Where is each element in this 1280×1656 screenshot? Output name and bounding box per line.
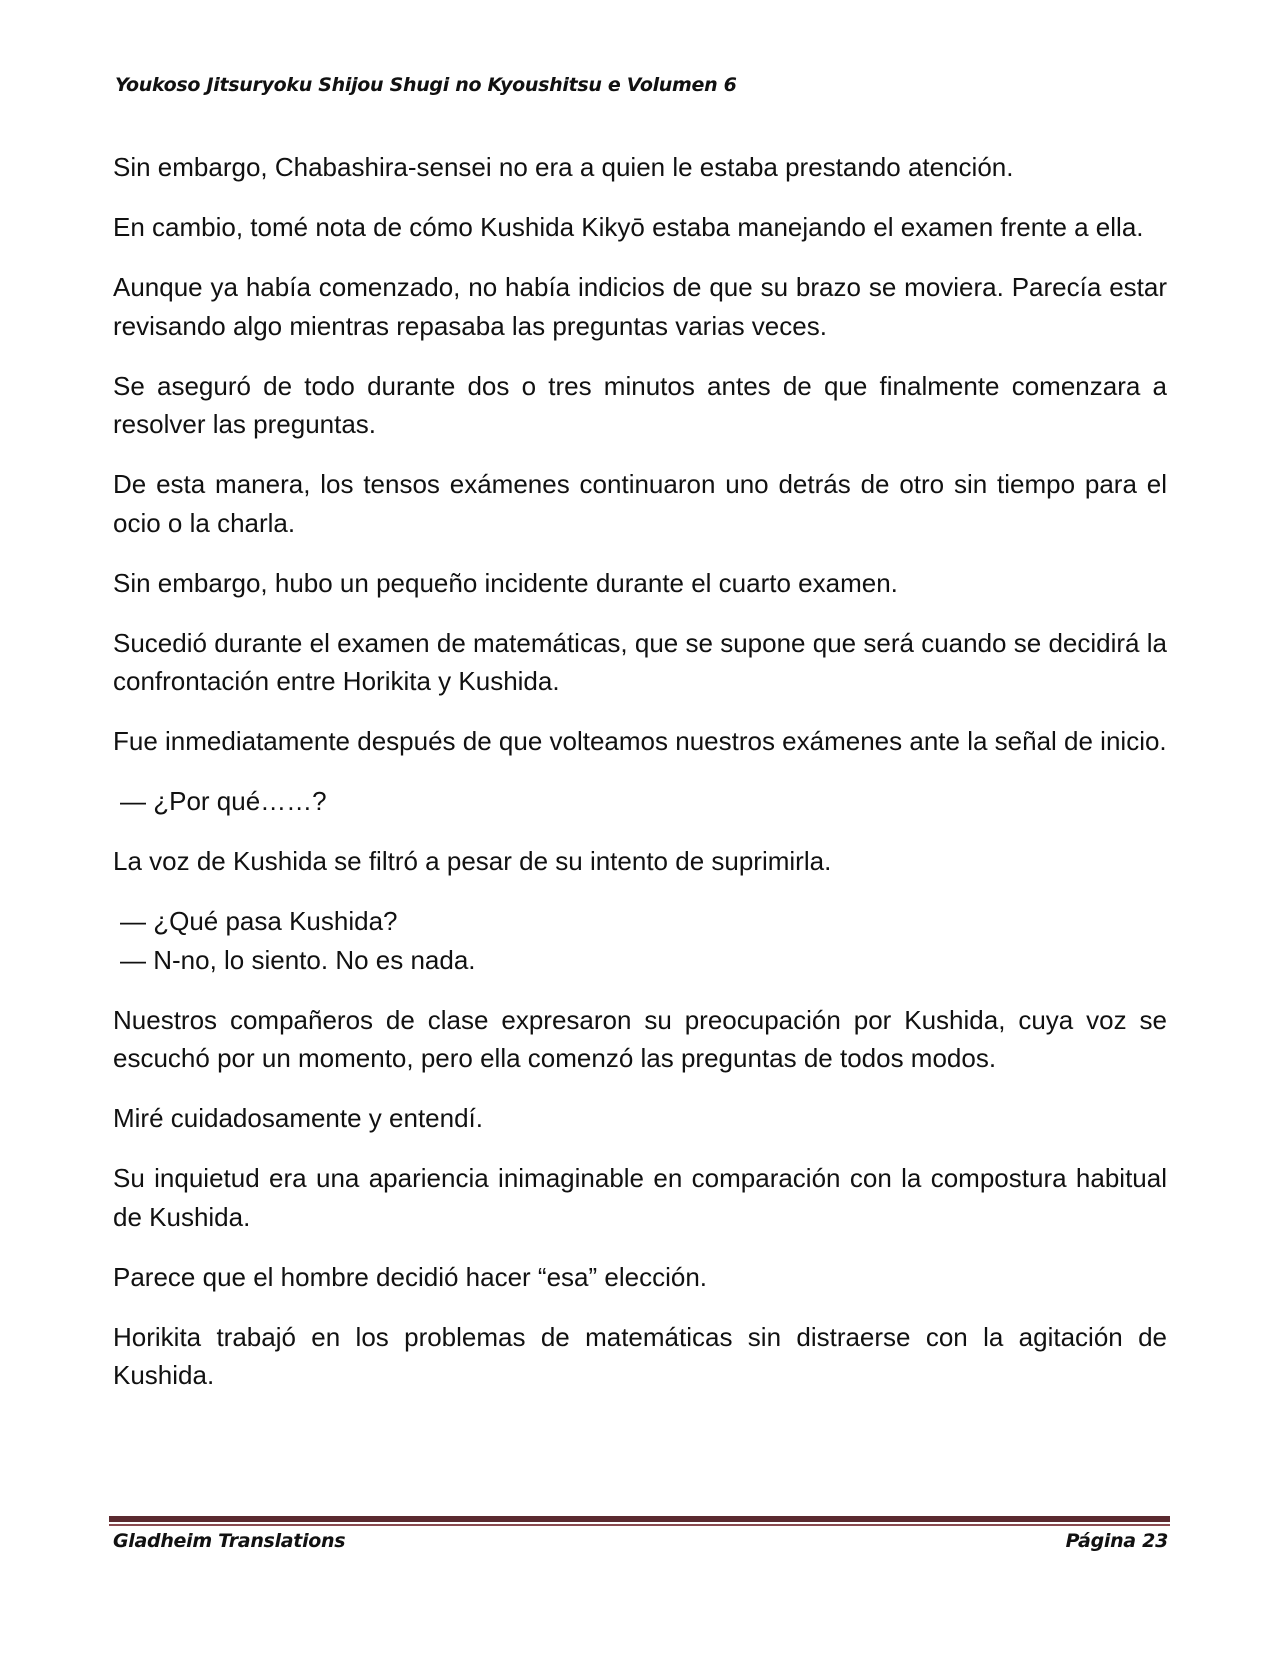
dialogue-block [113,902,1167,979]
footer-divider-thin [109,1524,1170,1526]
dialogue-block [113,782,1167,821]
page-number: Página 23 [1065,1530,1168,1552]
paragraph: De esta manera, los tensos exámenes continuaron uno detrás de otro sin tiempo para el ocio o la charla. [113,469,1167,538]
dialogue-line: — ¿Qué pasa Kushida? [120,906,398,936]
running-header: Youkoso Jitsuryoku Shijou Shugi no Kyoushitsu e Volumen 6 [115,74,737,96]
paragraph: Parece que el hombre decidió hacer “esa” elección. [113,1261,708,1292]
paragraph: Sin embargo, hubo un pequeño incidente durante el cuarto examen. [113,567,898,598]
page-body [113,148,1167,1416]
dialogue-line: — ¿Por qué……? [120,786,327,816]
footer-divider [109,1516,1170,1526]
paragraph: En cambio, tomé nota de cómo Kushida Kikyō estaba manejando el examen frente a ella. [113,212,1144,242]
paragraph: Fue inmediatamente después de que volteamos nuestros exámenes ante la señal de inicio. [113,726,1167,756]
paragraph: Sucedió durante el examen de matemáticas, que se supone que será cuando se decidirá la confrontación entre Horikita y Kushida. [113,627,1167,696]
paragraph: Horikita trabajó en los problemas de matemáticas sin distraerse con la agitación de Kushida. [113,1321,1167,1390]
paragraph: Sin embargo, Chabashira-sensei no era a quien le estaba prestando atención. [113,152,1014,182]
footer-credit: Gladheim Translations [113,1530,346,1552]
footer-divider-thick [109,1516,1170,1522]
paragraph: Se aseguró de todo durante dos o tres minutos antes de que finalmente comenzara a resolver las preguntas. [113,370,1167,439]
dialogue-line: — N-no, lo siento. No es nada. [120,944,476,975]
paragraph: Aunque ya había comenzado, no había indicios de que su brazo se moviera. Parecía estar revisando algo mientras repasaba las preguntas varias veces. [113,272,1167,341]
paragraph: Miré cuidadosamente y entendí. [113,1103,483,1133]
paragraph: Su inquietud era una apariencia inimaginable en comparación con la compostura habitual de Kushida. [113,1163,1167,1232]
paragraph: Nuestros compañeros de clase expresaron su preocupación por Kushida, cuya voz se escuchó por un momento, pero ella comenzó las preguntas de todos modos. [113,1004,1167,1073]
paragraph: La voz de Kushida se filtró a pesar de su intento de suprimirla. [113,846,832,876]
